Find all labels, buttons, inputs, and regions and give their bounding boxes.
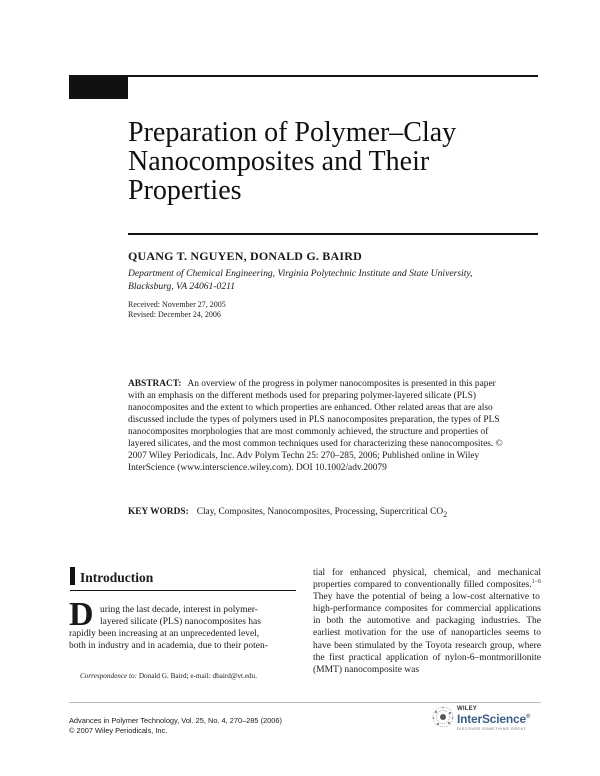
body-text: tial for enhanced physical, chemical, and mechanical properties compared to conventionally filled composites. bbox=[313, 568, 541, 591]
received-date: Received: November 27, 2005 bbox=[128, 300, 226, 309]
header-block bbox=[69, 75, 128, 99]
footer-rule bbox=[69, 702, 541, 703]
body-line: layered silicate (PLS) nanocomposites has bbox=[100, 617, 261, 627]
logo-tagline: DISCOVER SOMETHING GREAT bbox=[457, 727, 527, 731]
revised-date: Revised: December 24, 2006 bbox=[128, 310, 221, 319]
logo-name bbox=[457, 712, 530, 726]
correspondence-note bbox=[80, 672, 257, 680]
right-column-text bbox=[313, 567, 541, 676]
abstract-label: ABSTRACT: bbox=[128, 379, 182, 389]
keywords bbox=[128, 506, 510, 521]
keywords-text: Clay, Composites, Nanocomposites, Processing, Supercritical CO bbox=[196, 507, 444, 517]
section-heading: Introduction bbox=[80, 570, 154, 585]
drop-cap: D bbox=[69, 596, 94, 633]
body-line: rapidly been increasing at an unprecedented level, bbox=[69, 629, 260, 639]
title-rule bbox=[128, 233, 538, 235]
abstract bbox=[128, 378, 510, 474]
citation-superscript: 1−6 bbox=[531, 578, 541, 585]
title-line: Properties bbox=[128, 175, 242, 206]
section-rule bbox=[70, 590, 296, 591]
title-line: Preparation of Polymer–Clay bbox=[128, 117, 457, 148]
header-rule bbox=[69, 75, 538, 77]
affiliation-line: Department of Chemical Engineering, Virginia Polytechnic Institute and State University, bbox=[128, 268, 473, 279]
journal-citation: Advances in Polymer Technology, Vol. 25, No. 4, 270–285 (2006) bbox=[69, 716, 282, 725]
interscience-logo bbox=[430, 704, 542, 734]
affiliation bbox=[128, 268, 528, 293]
logo-publisher: WILEY bbox=[457, 706, 477, 712]
body-line: uring the last decade, interest in polymer- bbox=[100, 605, 258, 615]
title-line: Nanocomposites and Their bbox=[128, 146, 430, 177]
body-text: They have the potential of being a low-cost alternative to high-performance composites for commercial applications in both the automotive and packaging industries. The earliest motivation for the use of nanoparticles seems to have been stimulated by the Toyota research group, where the first practical application of nylon-6–montmorillonite (MMT) nanocomposite was bbox=[313, 592, 541, 675]
section-marker bbox=[70, 567, 75, 585]
registered-mark: ® bbox=[525, 714, 531, 720]
keywords-label: KEY WORDS: bbox=[128, 507, 189, 517]
body-line: both in industry and in academia, due to their poten- bbox=[69, 641, 268, 651]
copyright: © 2007 Wiley Periodicals, Inc. bbox=[69, 726, 168, 735]
affiliation-line: Blacksburg, VA 24061-0211 bbox=[128, 280, 236, 292]
globe-icon bbox=[430, 704, 456, 730]
correspondence-label: Correspondence to: bbox=[80, 672, 138, 680]
abstract-text: An overview of the progress in polymer nanocomposites is presented in this paper with an emphasis on the different methods used for preparing polymer-layered silicate (PLS) nanocomposites and the extent to which properties are enhanced. Other related areas that are also discussed include the types of polymers used in PLS nanocomposites preparation, the types of PLS nanocomposites morphologies that are most commonly achieved, the structure and properties of layered silicates, and the most common techniques used for characterizing these nanocomposites. © 2007 Wiley Periodicals, Inc. Adv Polym Techn 25: 270–285, 2006; Published online in Wiley InterScience (www.interscience.wiley.com). DOI 10.1002/adv.20079 bbox=[128, 379, 503, 473]
correspondence-text: Donald G. Baird; e-mail: dbaird@vt.edu. bbox=[138, 672, 258, 680]
keywords-subscript: 2 bbox=[443, 509, 448, 519]
logo-name-text: InterScience bbox=[457, 712, 526, 726]
authors: QUANG T. NGUYEN, DONALD G. BAIRD bbox=[128, 249, 362, 263]
paper-title bbox=[128, 118, 548, 205]
